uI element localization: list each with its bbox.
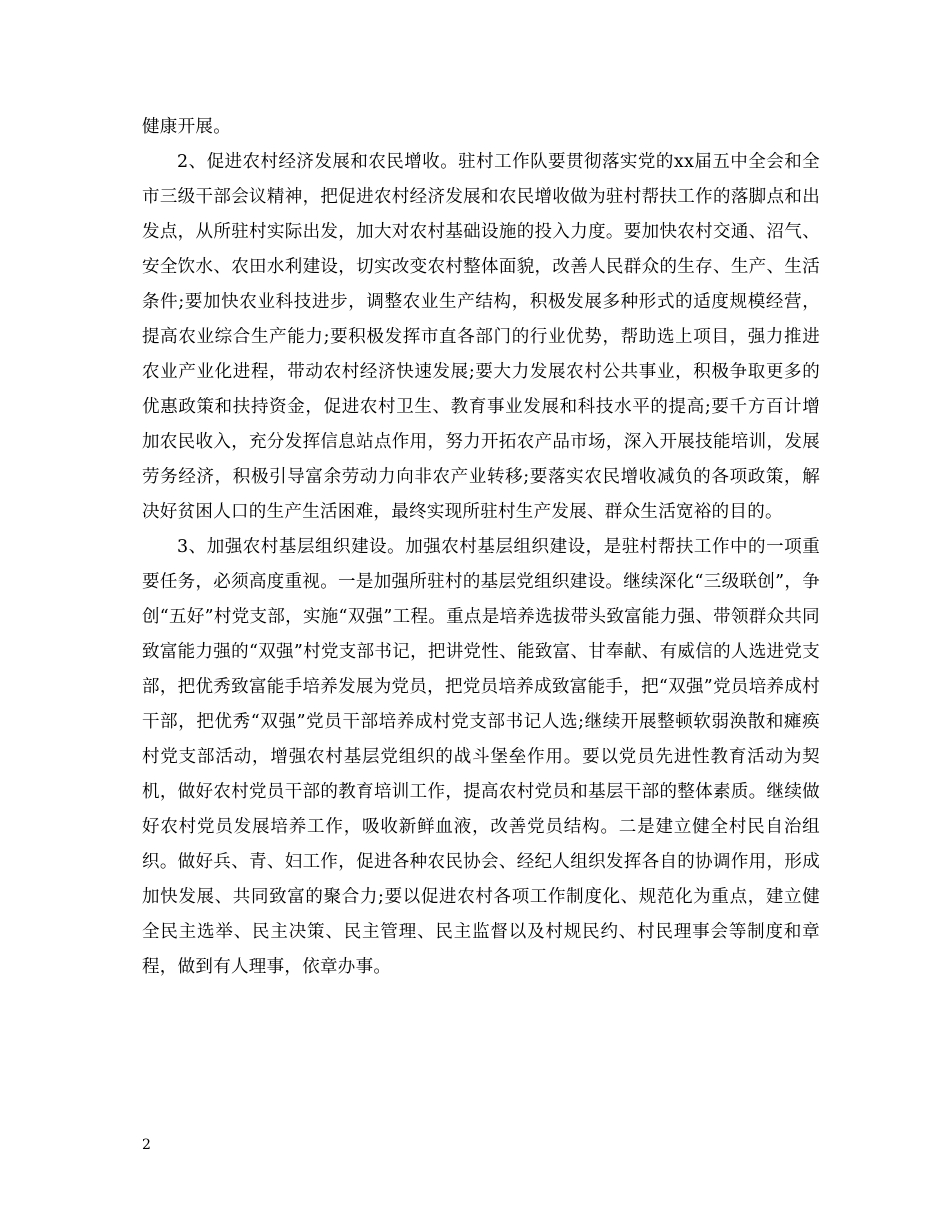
- paragraph-continuation: 健康开展。: [142, 117, 231, 137]
- paragraph-grassroots-organization: 3、加强农村基层组织建设。加强农村基层组织建设，是驻村帮扶工作中的一项重要任务，必须高度重视。一是加强所驻村的基层党组织建设。继续深化“三级联创”，争创“五好”村党支部，实施“双强”工程。重点是培养选拔带头致富能力强、带领群众共同致富能力强的“双强”村党支部书记，把讲党性、能致富、甘奉献、有威信的人选进党支部，把优秀致富能手培养发展为党员，把党员培养成致富能手，把“双强”党员培养成村干部，把优秀“双强”党员干部培养成村党支部书记人选;继续开展整顿软弱涣散和瘫痪村党支部活动，增强农村基层党组织的战斗堡垒作用。要以党员先进性教育活动为契机，做好农村党员干部的教育培训工作，提高农村党员和基层干部的整体素质。继续做好农村党员发展培养工作，吸收新鲜血液，改善党员结构。二是建立健全村民自治组织。做好兵、青、妇工作，促进各种农民协会、经纪人组织发挥各自的协调作用，形成加快发展、共同致富的聚合力;要以促进农村各项工作制度化、规范化为重点，建立健全民主选举、民主决策、民主管理、民主监督以及村规民约、村民理事会等制度和章程，做到有人理事，依章办事。: [142, 537, 820, 977]
- body-text: [142, 110, 820, 985]
- paragraph-economic-development: 2、促进农村经济发展和农民增收。驻村工作队要贯彻落实党的xx届五中全会和全市三级干部会议精神，把促进农村经济发展和农民增收做为驻村帮扶工作的落脚点和出发点，从所驻村实际出发，加大对农村基础设施的投入力度。要加快农村交通、沼气、安全饮水、农田水利建设，切实改变农村整体面貌，改善人民群众的生存、生产、生活条件;要加快农业科技进步，调整农业生产结构，积极发展多种形式的适度规模经营，提高农业综合生产能力;要积极发挥市直各部门的行业优势，帮助选上项目，强力推进农业产业化进程，带动农村经济快速发展;要大力发展农村公共事业，积极争取更多的优惠政策和扶持资金，促进农村卫生、教育事业发展和科技水平的提高;要千方百计增加农民收入，充分发挥信息站点作用，努力开拓农产品市场，深入开展技能培训，发展劳务经济，积极引导富余劳动力向非农产业转移;要落实农民增收减负的各项政策，解决好贫困人口的生产生活困难，最终实现所驻村生产发展、群众生活宽裕的目的。: [142, 152, 820, 522]
- page-number: 2: [142, 1137, 151, 1153]
